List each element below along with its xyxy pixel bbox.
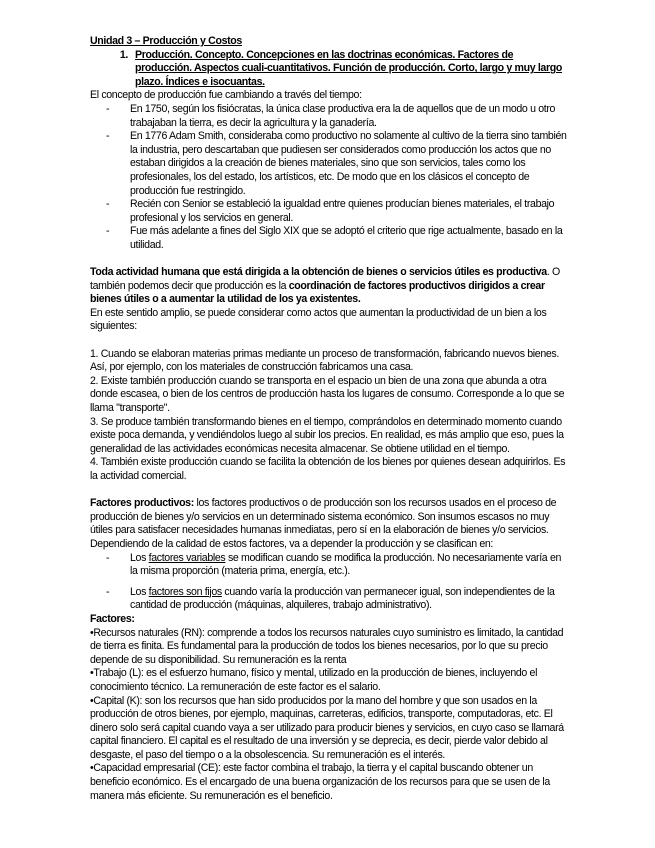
factor-term: factores son fijos [148, 585, 222, 598]
list-item: - Los factores variables se modifican cuando se modifica la producción. No necesariamente varía en la misma proporción (materia prima, energía, etc.). [90, 552, 568, 579]
dash-bullet: - [106, 198, 110, 211]
list-item: - En 1776 Adam Smith, consideraba como productivo no solamente al cultivo de la tierra sino también la industria, pero descartaban que pudiesen ser considerados como producción los actos que no estaban dirigidos a la creación de bienes materiales, sino que son servicios, tales como los profesionales, los del estado, los artísticos, etc. De modo que en los clásicos el concepto de producción fue restringido. [90, 130, 568, 198]
factors-heading: Factores: [90, 612, 135, 625]
dash-bullet: - [106, 130, 110, 143]
list-item: - Recién con Senior se estableció la igualdad entre quienes producían bienes materiales, el trabajo profesional y los servicios en general. [90, 198, 568, 225]
section-title: Producción. Concepto. Concepciones en las doctrinas económicas. Factores de producción. Aspectos cuali-cuantitativos. Función de producción. Corto, largo y muy largo plazo. Índices e isocuantas. [135, 48, 562, 88]
act-item: 3. Se produce también transformando bienes en el tiempo, comprándolos en determinado momento cuando existe poca demanda, y vendiéndolos luego al subir los precios. En realidad, es más amplio que eso, pues la generalidad de las actividades económicas necesita almacenar. Se obtiene utilidad en el tiempo. [90, 415, 564, 455]
definition-text-1: . O también podemos decir que producción es la [90, 266, 560, 292]
definition-bold-1: Toda actividad humana que está dirigida a la obtención de bienes o servicios útiles es productiva [90, 266, 547, 279]
dash-bullet: - [106, 225, 110, 238]
list-item: - Fue más adelante a fines del Siglo XIX que se adoptó el criterio que rige actualmente, basado en la utilidad. [90, 225, 568, 252]
act-item: 1. Cuando se elaboran materias primas mediante un proceso de transformación, fabricando nuevos bienes. Así, por ejemplo, con los materiales de construcción fabricamos una casa. [90, 347, 559, 374]
factor-item: •Recursos naturales (RN): comprende a todos los recursos naturales cuyo suministro es limitado, la cantidad de tierra es finita. Es fundamental para la producción de todos los bienes necesarios, por lo que su precio depende de su disponibilidad. Su remuneración es la renta [90, 626, 564, 666]
dash-bullet: - [106, 102, 110, 115]
intro-paragraph: El concepto de producción fue cambiando a través del tiempo: [90, 89, 362, 102]
factor-item: •Capital (K): son los recursos que han sido producidos por la mano del hombre y que son usados en la producción de otros bienes, por ejemplo, maquinas, carreteras, edificios, transporte, computadoras, etc. El dinero solo será capital cuando vaya a ser utilizado para producir bienes y servicios, en cuyo caso se llamará capital financiero. El capital es el resultado de una inversión y se deprecia, es decir, pierde valor debido al desgaste, el paso del tiempo o a la obsolescencia. Su remuneración es el interés. [90, 694, 564, 761]
factors-intro-label: Factores productivos: [90, 497, 194, 510]
list-item: - Los factores son fijos cuando varía la producción van permanecer igual, son independientes de la cantidad de producción (máquinas, alquileres, trabajo administrativo). [90, 586, 568, 613]
definition-continuation: En este sentido amplio, se puede considerar como actos que aumentan la productividad de un bien a los siguientes: [90, 306, 547, 333]
history-list [90, 103, 568, 253]
factor-types-list-2 [90, 586, 568, 613]
document-page [90, 35, 568, 803]
act-item: 4. También existe producción cuando se facilita la obtención de los bienes por quienes desean adquirirlos. Es la actividad comercial. [90, 456, 566, 482]
dash-bullet: - [106, 551, 110, 564]
factor-item: •Capacidad empresarial (CE): este factor combina el trabajo, la tierra y el capital buscando obtener un beneficio económico. Es el encargado de una buena organización de los recursos para que se usen de la manera más eficiente. Su remuneración es el beneficio. [90, 762, 550, 802]
act-item: 2. Existe también producción cuando se transporta en el espacio un bien de una zona que abunda a otra donde escasea, o bien de los centros de producción hasta los lugares de consumo. Corresponde a lo que se llama "transporte". [90, 374, 565, 415]
section-heading [90, 49, 568, 90]
factors-intro [90, 497, 568, 551]
section-number: 1. [119, 48, 128, 61]
factors-intro-text: los factores productivos o de producción son los recursos usados en el proceso de producción de bienes y/o servicios en un determinado sistema económico. Son insumos escasos no muy útiles para satisfacer necesidades humanas inmediatas, pero sí en la elaboración de bienes y/o servicios. Dependiendo de la calidad de estos factores, va a depender la producción y se clasifican en: [90, 497, 557, 550]
factor-types-list [90, 552, 568, 579]
factor-term: factores variables [148, 551, 226, 564]
dash-bullet: - [106, 585, 110, 598]
unit-title: Unidad 3 – Producción y Costos [90, 35, 242, 47]
list-item: - En 1750, según los fisiócratas, la única clase productiva era la de aquellos que de un modo u otro trabajaban la tierra, es decir la agricultura y la ganadería. [90, 103, 568, 130]
factor-item: •Trabajo (L): es el esfuerzo humano, físico y mental, utilizado en la producción de bienes, incluyendo el conocimiento técnico. La remuneración de este factor es el salario. [90, 667, 538, 693]
definition-paragraph [90, 266, 568, 307]
definition-bold-2: coordinación de factores productivos dirigidos a crear bienes útiles o a aumentar la utilidad de los ya existentes. [90, 279, 545, 306]
